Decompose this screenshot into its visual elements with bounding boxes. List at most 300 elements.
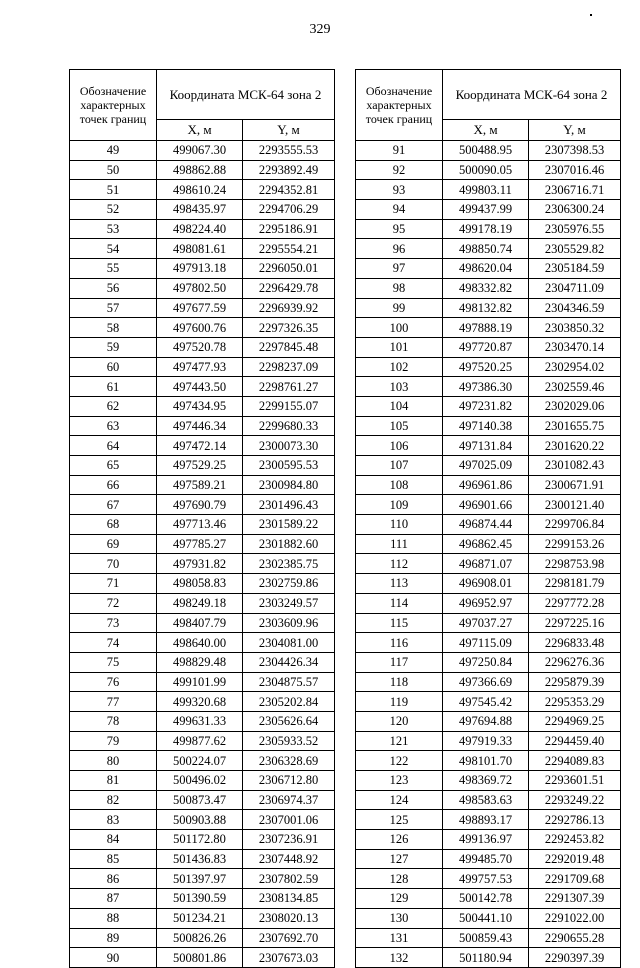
point-number-cell: 59 [70, 337, 157, 357]
point-number-cell: 72 [70, 593, 157, 613]
point-number-cell: 84 [70, 830, 157, 850]
point-number-cell: 121 [356, 731, 443, 751]
point-number-cell: 64 [70, 436, 157, 456]
table-row [356, 534, 621, 554]
x-coordinate-cell: 498249.18 [157, 593, 243, 613]
y-coordinate-cell: 2293249.22 [529, 790, 621, 810]
table-row [356, 554, 621, 574]
table-row [70, 239, 335, 259]
x-coordinate-cell: 498620.04 [443, 259, 529, 279]
point-number-cell: 50 [70, 160, 157, 180]
table-row [356, 456, 621, 476]
x-coordinate-cell: 499485.70 [443, 849, 529, 869]
table-row [356, 200, 621, 220]
y-coordinate-cell: 2295186.91 [243, 219, 335, 239]
point-number-cell: 88 [70, 908, 157, 928]
point-number-cell: 63 [70, 416, 157, 436]
table-row [70, 475, 335, 495]
x-coordinate-cell: 500488.95 [443, 141, 529, 161]
point-number-cell: 115 [356, 613, 443, 633]
point-number-cell: 113 [356, 574, 443, 594]
y-coordinate-cell: 2300595.53 [243, 456, 335, 476]
x-coordinate-cell: 500496.02 [157, 771, 243, 791]
y-coordinate-cell: 2307692.70 [243, 928, 335, 948]
point-number-cell: 55 [70, 259, 157, 279]
table-row [70, 593, 335, 613]
y-coordinate-cell: 2292453.82 [529, 830, 621, 850]
y-coordinate-cell: 2293555.53 [243, 141, 335, 161]
y-coordinate-cell: 2305626.64 [243, 711, 335, 731]
point-number-cell: 94 [356, 200, 443, 220]
y-coordinate-cell: 2294969.25 [529, 711, 621, 731]
table-row [70, 928, 335, 948]
table-row [356, 416, 621, 436]
point-number-cell: 101 [356, 337, 443, 357]
y-coordinate-cell: 2299680.33 [243, 416, 335, 436]
point-number-cell: 106 [356, 436, 443, 456]
y-coordinate-cell: 2307802.59 [243, 869, 335, 889]
table-row [356, 790, 621, 810]
x-coordinate-cell: 497231.82 [443, 396, 529, 416]
point-number-cell: 112 [356, 554, 443, 574]
table-row [356, 396, 621, 416]
point-number-cell: 74 [70, 633, 157, 653]
table-row [70, 515, 335, 535]
y-coordinate-cell: 2305202.84 [243, 692, 335, 712]
table-row [70, 613, 335, 633]
table-row [356, 810, 621, 830]
y-coordinate-cell: 2300671.91 [529, 475, 621, 495]
point-number-cell: 129 [356, 889, 443, 909]
y-coordinate-cell: 2304346.59 [529, 298, 621, 318]
point-number-cell: 69 [70, 534, 157, 554]
table-row [70, 652, 335, 672]
coordinates-table-right [355, 69, 621, 968]
point-number-cell: 119 [356, 692, 443, 712]
x-coordinate-cell: 498583.63 [443, 790, 529, 810]
point-number-cell: 100 [356, 318, 443, 338]
point-number-cell: 108 [356, 475, 443, 495]
table-row [356, 180, 621, 200]
point-number-cell: 79 [70, 731, 157, 751]
x-coordinate-cell: 500826.26 [157, 928, 243, 948]
table-row [356, 515, 621, 535]
point-number-cell: 104 [356, 396, 443, 416]
coordinates-table-left [69, 69, 335, 968]
x-coordinate-cell: 497802.50 [157, 278, 243, 298]
point-label-header: Обозначение характерных точек границ [356, 70, 443, 141]
table-row [70, 554, 335, 574]
point-number-cell: 92 [356, 160, 443, 180]
x-coordinate-cell: 499631.33 [157, 711, 243, 731]
x-coordinate-cell: 497785.27 [157, 534, 243, 554]
point-number-cell: 60 [70, 357, 157, 377]
x-coordinate-cell: 496961.86 [443, 475, 529, 495]
y-coordinate-cell: 2290655.28 [529, 928, 621, 948]
table-row [70, 731, 335, 751]
point-number-cell: 75 [70, 652, 157, 672]
table-row [356, 436, 621, 456]
point-number-cell: 90 [70, 948, 157, 968]
x-coordinate-cell: 500142.78 [443, 889, 529, 909]
y-coordinate-cell: 2302029.06 [529, 396, 621, 416]
table-row [356, 711, 621, 731]
table-row [70, 672, 335, 692]
point-number-cell: 67 [70, 495, 157, 515]
scan-dot [590, 14, 592, 16]
x-coordinate-cell: 499877.62 [157, 731, 243, 751]
x-coordinate-cell: 497600.76 [157, 318, 243, 338]
y-coordinate-cell: 2307001.06 [243, 810, 335, 830]
x-coordinate-cell: 496952.97 [443, 593, 529, 613]
x-coordinate-cell: 500903.88 [157, 810, 243, 830]
x-coordinate-cell: 496908.01 [443, 574, 529, 594]
point-number-cell: 125 [356, 810, 443, 830]
point-number-cell: 53 [70, 219, 157, 239]
table-row [356, 593, 621, 613]
table-row [70, 948, 335, 968]
y-coordinate-cell: 2306300.24 [529, 200, 621, 220]
x-coordinate-cell: 500090.05 [443, 160, 529, 180]
table-row [70, 790, 335, 810]
table-row [70, 456, 335, 476]
y-coordinate-cell: 2307236.91 [243, 830, 335, 850]
y-coordinate-cell: 2304081.00 [243, 633, 335, 653]
x-coordinate-cell: 497472.14 [157, 436, 243, 456]
y-coordinate-cell: 2297772.28 [529, 593, 621, 613]
x-coordinate-cell: 501180.94 [443, 948, 529, 968]
y-coordinate-cell: 2292019.48 [529, 849, 621, 869]
x-coordinate-cell: 497250.84 [443, 652, 529, 672]
table-row [356, 141, 621, 161]
table-row [70, 160, 335, 180]
table-row [356, 318, 621, 338]
table-row [356, 771, 621, 791]
y-coordinate-cell: 2294352.81 [243, 180, 335, 200]
x-coordinate-cell: 497545.42 [443, 692, 529, 712]
table-row [70, 396, 335, 416]
x-coordinate-cell: 498101.70 [443, 751, 529, 771]
table-row [356, 652, 621, 672]
page-number: 329 [309, 22, 331, 37]
y-coordinate-cell: 2290397.39 [529, 948, 621, 968]
point-number-cell: 49 [70, 141, 157, 161]
point-label-header: Обозначение характерных точек границ [70, 70, 157, 141]
table-row [70, 298, 335, 318]
point-number-cell: 111 [356, 534, 443, 554]
x-coordinate-cell: 497529.25 [157, 456, 243, 476]
table-row [70, 180, 335, 200]
x-coordinate-cell: 497690.79 [157, 495, 243, 515]
y-coordinate-cell: 2305976.55 [529, 219, 621, 239]
table-row [70, 318, 335, 338]
table-row [70, 436, 335, 456]
x-coordinate-cell: 498081.61 [157, 239, 243, 259]
y-coordinate-cell: 2298761.27 [243, 377, 335, 397]
y-coordinate-cell: 2306974.37 [243, 790, 335, 810]
y-coordinate-cell: 2301620.22 [529, 436, 621, 456]
point-number-cell: 95 [356, 219, 443, 239]
x-coordinate-cell: 497520.25 [443, 357, 529, 377]
y-coordinate-cell: 2294706.29 [243, 200, 335, 220]
table-row [356, 495, 621, 515]
table-body-right [356, 141, 621, 968]
point-number-cell: 80 [70, 751, 157, 771]
x-coordinate-cell: 500801.86 [157, 948, 243, 968]
y-coordinate-cell: 2293892.49 [243, 160, 335, 180]
x-coordinate-cell: 501234.21 [157, 908, 243, 928]
table-row [356, 475, 621, 495]
x-coordinate-cell: 498332.82 [443, 278, 529, 298]
y-coordinate-cell: 2307016.46 [529, 160, 621, 180]
table-row [70, 278, 335, 298]
y-coordinate-cell: 2302954.02 [529, 357, 621, 377]
y-coordinate-cell: 2291022.00 [529, 908, 621, 928]
point-number-cell: 124 [356, 790, 443, 810]
table-row [356, 377, 621, 397]
x-coordinate-cell: 497713.46 [157, 515, 243, 535]
x-coordinate-cell: 497366.69 [443, 672, 529, 692]
table-row [70, 219, 335, 239]
point-number-cell: 68 [70, 515, 157, 535]
point-number-cell: 91 [356, 141, 443, 161]
table-row [70, 259, 335, 279]
point-number-cell: 76 [70, 672, 157, 692]
table-row [70, 357, 335, 377]
x-coordinate-cell: 497477.93 [157, 357, 243, 377]
y-coordinate-cell: 2298181.79 [529, 574, 621, 594]
y-coordinate-cell: 2307398.53 [529, 141, 621, 161]
x-coordinate-cell: 499803.11 [443, 180, 529, 200]
x-coordinate-cell: 496874.44 [443, 515, 529, 535]
point-number-cell: 61 [70, 377, 157, 397]
x-coordinate-cell: 497720.87 [443, 337, 529, 357]
point-number-cell: 85 [70, 849, 157, 869]
table-row [70, 751, 335, 771]
y-coordinate-cell: 2297326.35 [243, 318, 335, 338]
point-number-cell: 93 [356, 180, 443, 200]
x-coordinate-cell: 501390.59 [157, 889, 243, 909]
point-number-cell: 103 [356, 377, 443, 397]
table-row [356, 751, 621, 771]
point-number-cell: 62 [70, 396, 157, 416]
point-number-cell: 70 [70, 554, 157, 574]
y-coordinate-cell: 2306712.80 [243, 771, 335, 791]
point-number-cell: 98 [356, 278, 443, 298]
table-row [356, 948, 621, 968]
y-coordinate-cell: 2303249.57 [243, 593, 335, 613]
x-coordinate-cell: 497919.33 [443, 731, 529, 751]
point-number-cell: 57 [70, 298, 157, 318]
x-coordinate-cell: 498850.74 [443, 239, 529, 259]
y-coordinate-cell: 2292786.13 [529, 810, 621, 830]
x-coordinate-cell: 498224.40 [157, 219, 243, 239]
point-number-cell: 52 [70, 200, 157, 220]
point-number-cell: 127 [356, 849, 443, 869]
y-coordinate-cell: 2303850.32 [529, 318, 621, 338]
x-coordinate-cell: 501172.80 [157, 830, 243, 850]
y-coordinate-cell: 2291307.39 [529, 889, 621, 909]
point-number-cell: 110 [356, 515, 443, 535]
y-coordinate-cell: 2297225.16 [529, 613, 621, 633]
x-coordinate-cell: 498862.88 [157, 160, 243, 180]
table-row [356, 337, 621, 357]
table-row [356, 672, 621, 692]
y-coordinate-cell: 2294089.83 [529, 751, 621, 771]
y-header: Y, м [529, 120, 621, 141]
x-coordinate-cell: 497913.18 [157, 259, 243, 279]
x-coordinate-cell: 499437.99 [443, 200, 529, 220]
point-number-cell: 105 [356, 416, 443, 436]
point-number-cell: 107 [356, 456, 443, 476]
table-row [70, 141, 335, 161]
y-coordinate-cell: 2300121.40 [529, 495, 621, 515]
x-coordinate-cell: 496871.07 [443, 554, 529, 574]
point-number-cell: 117 [356, 652, 443, 672]
table-row [356, 889, 621, 909]
table-row [70, 869, 335, 889]
x-coordinate-cell: 497589.21 [157, 475, 243, 495]
y-coordinate-cell: 2299706.84 [529, 515, 621, 535]
point-number-cell: 56 [70, 278, 157, 298]
x-coordinate-cell: 498407.79 [157, 613, 243, 633]
table-row [70, 416, 335, 436]
point-number-cell: 123 [356, 771, 443, 791]
table-row [356, 830, 621, 850]
y-coordinate-cell: 2308020.13 [243, 908, 335, 928]
table-row [70, 810, 335, 830]
y-coordinate-cell: 2300984.80 [243, 475, 335, 495]
x-coordinate-cell: 499320.68 [157, 692, 243, 712]
y-coordinate-cell: 2297845.48 [243, 337, 335, 357]
x-coordinate-cell: 496862.45 [443, 534, 529, 554]
x-coordinate-cell: 498829.48 [157, 652, 243, 672]
x-coordinate-cell: 497677.59 [157, 298, 243, 318]
point-number-cell: 77 [70, 692, 157, 712]
table-row [70, 889, 335, 909]
x-coordinate-cell: 498610.24 [157, 180, 243, 200]
y-coordinate-cell: 2296939.92 [243, 298, 335, 318]
x-coordinate-cell: 498640.00 [157, 633, 243, 653]
y-coordinate-cell: 2295353.29 [529, 692, 621, 712]
y-coordinate-cell: 2296833.48 [529, 633, 621, 653]
point-number-cell: 109 [356, 495, 443, 515]
y-coordinate-cell: 2296050.01 [243, 259, 335, 279]
table-row [356, 928, 621, 948]
point-number-cell: 86 [70, 869, 157, 889]
point-number-cell: 87 [70, 889, 157, 909]
point-number-cell: 102 [356, 357, 443, 377]
x-coordinate-cell: 497115.09 [443, 633, 529, 653]
y-coordinate-cell: 2301589.22 [243, 515, 335, 535]
x-coordinate-cell: 497520.78 [157, 337, 243, 357]
table-body-left [70, 141, 335, 968]
point-number-cell: 71 [70, 574, 157, 594]
point-number-cell: 116 [356, 633, 443, 653]
y-coordinate-cell: 2306716.71 [529, 180, 621, 200]
table-row [70, 711, 335, 731]
y-coordinate-cell: 2296429.78 [243, 278, 335, 298]
x-coordinate-cell: 497434.95 [157, 396, 243, 416]
point-number-cell: 118 [356, 672, 443, 692]
y-coordinate-cell: 2303470.14 [529, 337, 621, 357]
y-coordinate-cell: 2305184.59 [529, 259, 621, 279]
point-number-cell: 82 [70, 790, 157, 810]
x-coordinate-cell: 497888.19 [443, 318, 529, 338]
table-row [356, 160, 621, 180]
table-row [356, 219, 621, 239]
point-number-cell: 97 [356, 259, 443, 279]
x-coordinate-cell: 500224.07 [157, 751, 243, 771]
point-number-cell: 51 [70, 180, 157, 200]
x-coordinate-cell: 500873.47 [157, 790, 243, 810]
y-coordinate-cell: 2295879.39 [529, 672, 621, 692]
y-coordinate-cell: 2304426.34 [243, 652, 335, 672]
y-coordinate-cell: 2298753.98 [529, 554, 621, 574]
point-number-cell: 99 [356, 298, 443, 318]
y-coordinate-cell: 2293601.51 [529, 771, 621, 791]
table-row [356, 298, 621, 318]
y-header: Y, м [243, 120, 335, 141]
x-coordinate-cell: 497131.84 [443, 436, 529, 456]
point-number-cell: 73 [70, 613, 157, 633]
table-row [356, 849, 621, 869]
x-coordinate-cell: 497446.34 [157, 416, 243, 436]
table-row [356, 357, 621, 377]
x-coordinate-cell: 499136.97 [443, 830, 529, 850]
table-row [356, 731, 621, 751]
x-coordinate-cell: 497386.30 [443, 377, 529, 397]
x-coordinate-cell: 499757.53 [443, 869, 529, 889]
y-coordinate-cell: 2307448.92 [243, 849, 335, 869]
x-coordinate-cell: 498893.17 [443, 810, 529, 830]
point-number-cell: 81 [70, 771, 157, 791]
y-coordinate-cell: 2296276.36 [529, 652, 621, 672]
x-coordinate-cell: 499178.19 [443, 219, 529, 239]
zone-header: Координата МСК-64 зона 2 [157, 70, 335, 120]
y-coordinate-cell: 2300073.30 [243, 436, 335, 456]
point-number-cell: 132 [356, 948, 443, 968]
x-coordinate-cell: 497140.38 [443, 416, 529, 436]
point-number-cell: 96 [356, 239, 443, 259]
y-coordinate-cell: 2295554.21 [243, 239, 335, 259]
y-coordinate-cell: 2301655.75 [529, 416, 621, 436]
table-row [70, 200, 335, 220]
y-coordinate-cell: 2305529.82 [529, 239, 621, 259]
y-coordinate-cell: 2306328.69 [243, 751, 335, 771]
x-coordinate-cell: 498058.83 [157, 574, 243, 594]
y-coordinate-cell: 2301882.60 [243, 534, 335, 554]
y-coordinate-cell: 2294459.40 [529, 731, 621, 751]
table-row [70, 574, 335, 594]
table-row [70, 337, 335, 357]
table-row [70, 849, 335, 869]
table-row [70, 771, 335, 791]
x-coordinate-cell: 496901.66 [443, 495, 529, 515]
y-coordinate-cell: 2302559.46 [529, 377, 621, 397]
x-coordinate-cell: 497443.50 [157, 377, 243, 397]
y-coordinate-cell: 2301082.43 [529, 456, 621, 476]
table-row [70, 633, 335, 653]
x-coordinate-cell: 497931.82 [157, 554, 243, 574]
table-row [356, 633, 621, 653]
point-number-cell: 54 [70, 239, 157, 259]
x-coordinate-cell: 498132.82 [443, 298, 529, 318]
point-number-cell: 114 [356, 593, 443, 613]
y-coordinate-cell: 2308134.85 [243, 889, 335, 909]
x-coordinate-cell: 499067.30 [157, 141, 243, 161]
table-row [356, 574, 621, 594]
